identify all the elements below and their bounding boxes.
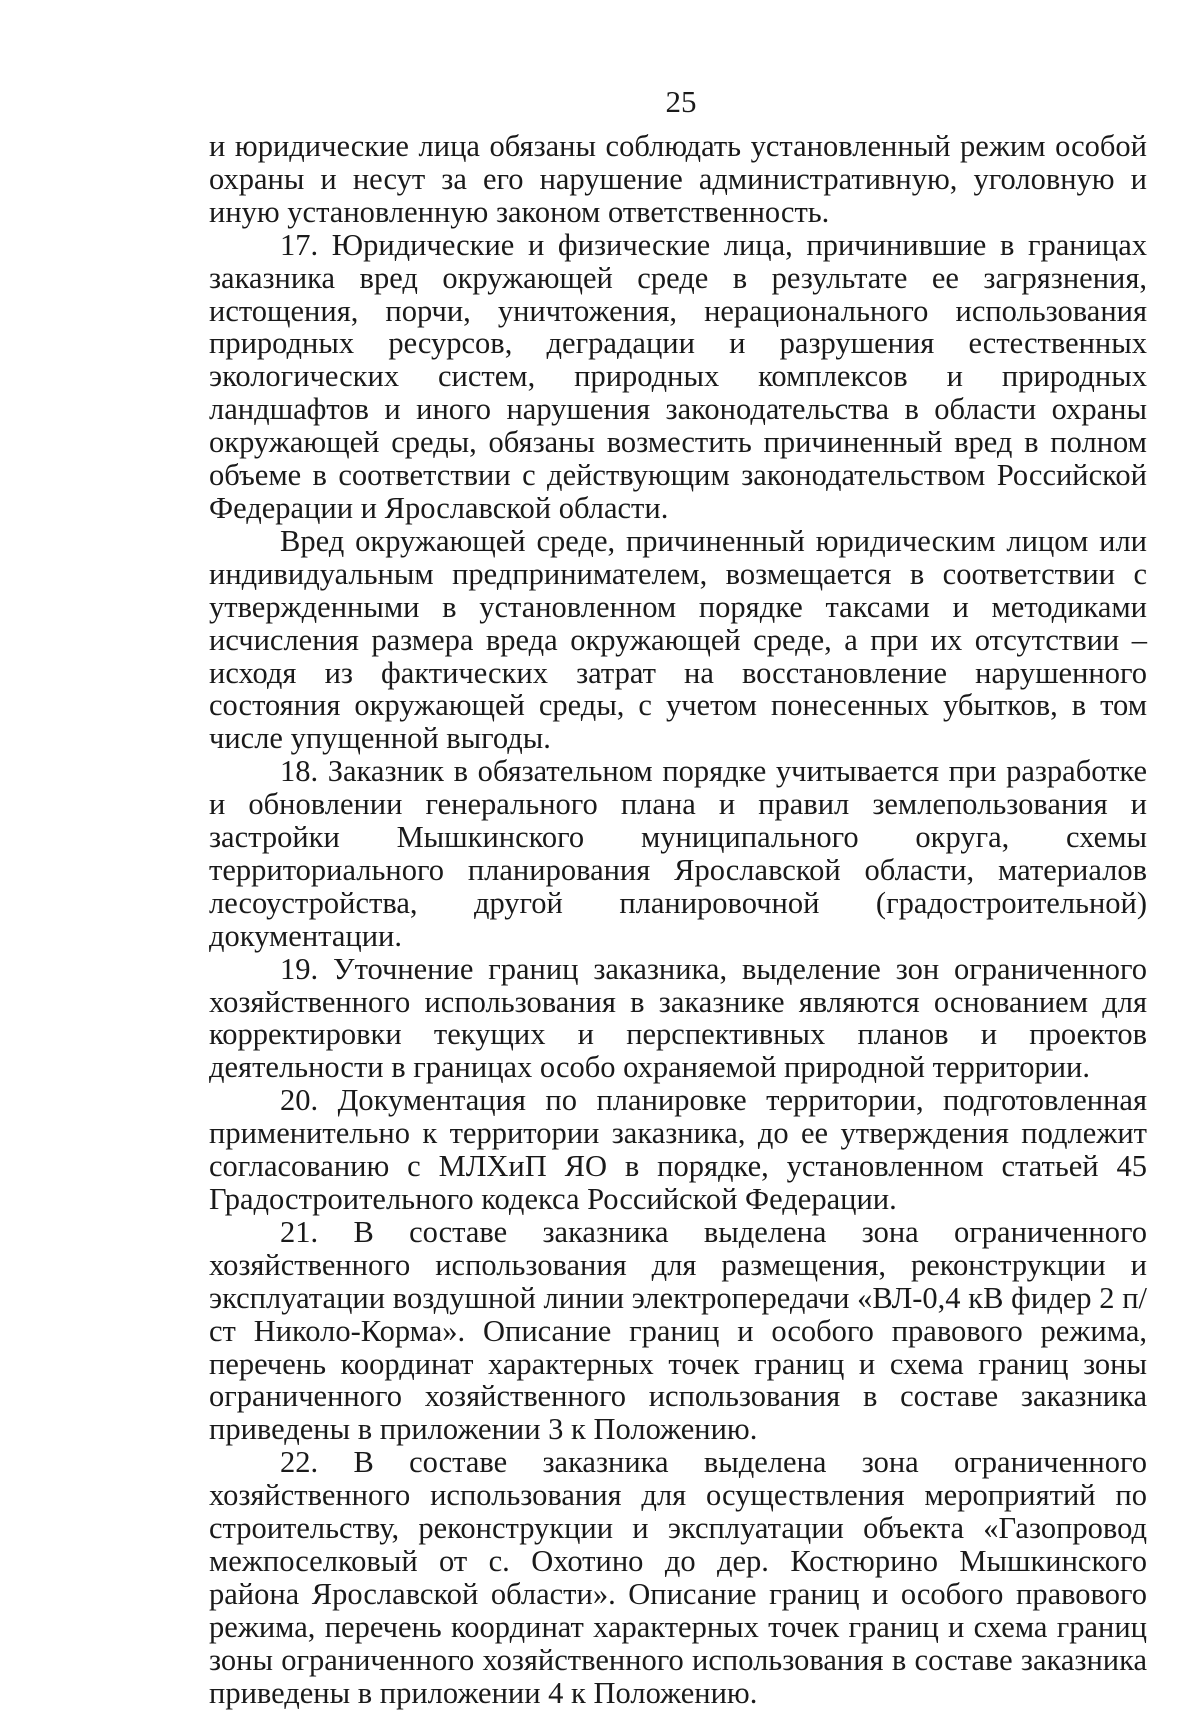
paragraph-item-21: 21. В составе заказника выделена зона ограниченного хозяйственного использования для размещения, реконструкции и эксплуатации воздушной линии электропередачи «ВЛ-0,4 кВ фидер 2 п/ст Николо-Корма». Описание границ и особого правового режима, перечень координат характерных точек границ и схема границ зоны ограниченного хозяйственного использования в составе заказника приведены в приложении 3 к Положению. <box>209 1214 1147 1447</box>
paragraph-item-17: 17. Юридические и физические лица, причинившие в границах заказника вред окружающей среде в результате ее загрязнения, истощения, порчи, уничтожения, нерационального использования природных ресурсов, деградации и разрушения естественных экологических систем, природных комплексов и природных ландшафтов и иного нарушения законодательства в области охраны окружающей среды, обязаны возместить причиненный вред в полном объеме в соответствии с действующим законодательством Российской Федерации и Ярославской области. <box>209 227 1147 525</box>
paragraph-item-17-damage: Вред окружающей среде, причиненный юридическим лицом или индивидуальным предпринимателем, возмещается в соответствии с утвержденными в установленном порядке таксами и методиками исчисления размера вреда окружающей среде, а при их отсутствии – исходя из фактических затрат на восстановление нарушенного состояния окружающей среды, с учетом понесенных убытков, в том числе упущенной выгоды. <box>209 523 1147 756</box>
paragraph-item-20: 20. Документация по планировке территории, подготовленная применительно к территории заказника, до ее утверждения подлежит согласованию с МЛХиП ЯО в порядке, установленном статьей 45 Градостроительного кодекса Российской Федерации. <box>209 1083 1147 1216</box>
paragraph-item-18: 18. Заказник в обязательном порядке учитывается при разработке и обновлении генерального плана и правил землепользования и застройки Мышкинского муниципального округа, схемы территориального планирования Ярославской области, материалов лесоустройства, другой планировочной (градостроительной) документации. <box>209 754 1147 953</box>
paragraph-continuation: и юридические лица обязаны соблюдать установленный режим особой охраны и несут за его нарушение административную, уголовную и иную установленную законом ответственность. <box>209 129 1147 229</box>
document-body <box>209 130 1147 1710</box>
paragraph-item-22: 22. В составе заказника выделена зона ограниченного хозяйственного использования для осуществления мероприятий по строительству, реконструкции и эксплуатации объекта «Газопровод межпоселковый от с. Охотино до дер. Костюрино Мышкинского района Ярославской области». Описание границ и особого правового режима, перечень координат характерных точек границ и схема границ зоны ограниченного хозяйственного использования в составе заказника приведены в приложении 4 к Положению. <box>209 1445 1147 1710</box>
paragraph-item-19: 19. Уточнение границ заказника, выделение зон ограниченного хозяйственного использования в заказнике являются основанием для корректировки текущих и перспективных планов и проектов деятельности в границах особо охраняемой природной территории. <box>209 951 1147 1085</box>
page-number: 25 <box>665 84 697 119</box>
